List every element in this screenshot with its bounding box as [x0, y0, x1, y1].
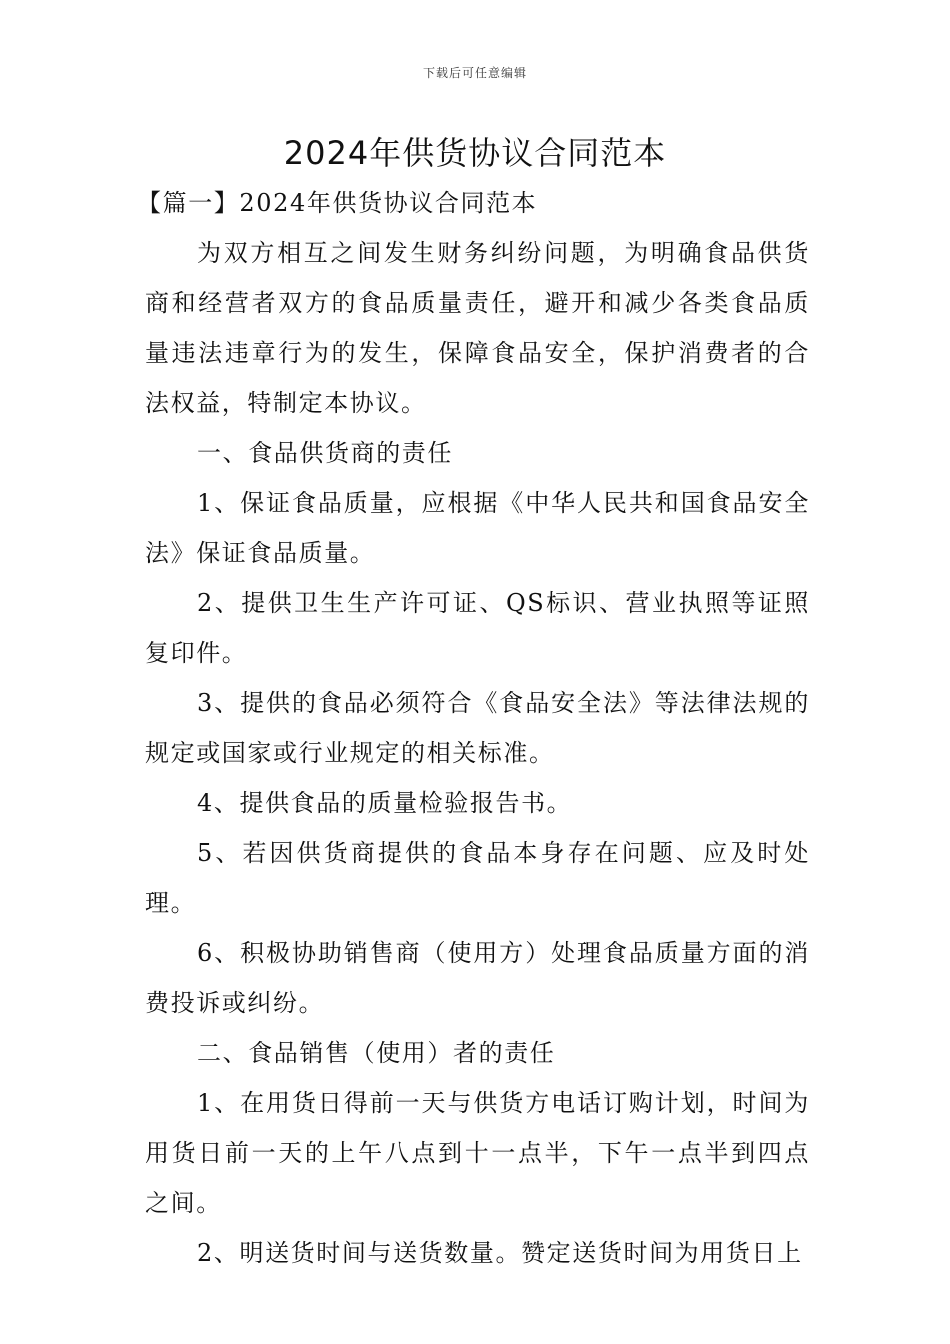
paragraph: 6、积极协助销售商（使用方）处理食品质量方面的消费投诉或纠纷。 [145, 939, 810, 1017]
header-note: 下载后可任意编辑 [422, 66, 527, 80]
paragraph: 4、提供食品的质量检验报告书。 [197, 789, 573, 817]
paragraph: 2、明送货时间与送货数量。赞定送货时间为用货日上 [197, 1239, 803, 1267]
paragraph: 为双方相互之间发生财务纠纷问题，为明确食品供货商和经营者双方的食品质量责任，避开和减少各类食品质量违法违章行为的发生，保障食品安全，保护消费者的合法权益，特制定本协议。 [145, 239, 810, 417]
document-title: 2024年供货协议合同范本 [283, 134, 667, 172]
paragraph: 3、提供的食品必须符合《食品安全法》等法律法规的规定或国家或行业规定的相关标准。 [145, 689, 810, 767]
document-body [137, 178, 810, 1278]
section-heading: 【篇一】2024年供货协议合同范本 [137, 189, 538, 217]
paragraph: 5、若因供货商提供的食品本身存在问题、应及时处理。 [145, 839, 810, 917]
paragraph: 1、在用货日得前一天与供货方电话订购计划，时间为用货日前一天的上午八点到十一点半，下午一点半到四点之间。 [145, 1089, 810, 1217]
paragraph: 一、食品供货商的责任 [197, 439, 453, 467]
paragraph: 二、食品销售（使用）者的责任 [197, 1039, 556, 1067]
paragraph: 1、保证食品质量，应根据《中华人民共和国食品安全法》保证食品质量。 [145, 489, 810, 567]
paragraph: 2、提供卫生生产许可证、QS标识、营业执照等证照复印件。 [145, 589, 810, 667]
